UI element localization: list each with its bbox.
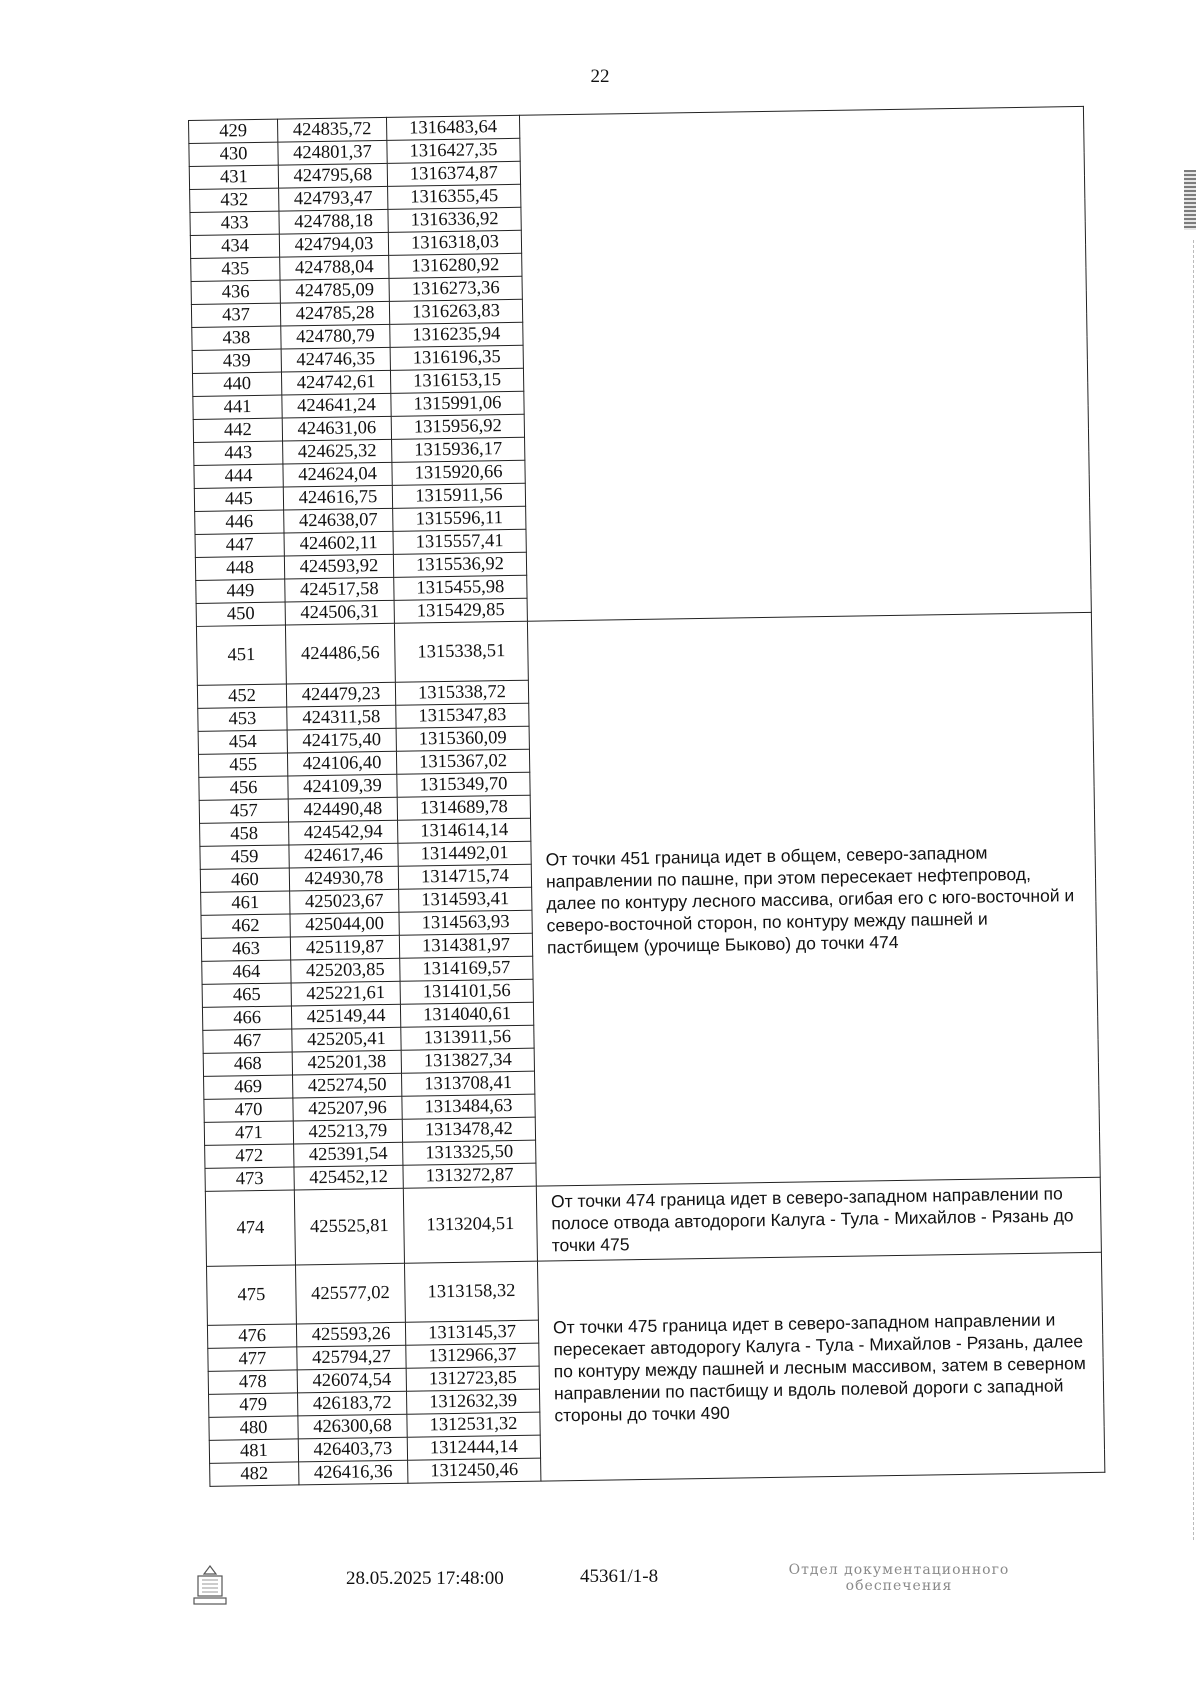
coord-y: 1316355,45 [388, 184, 521, 209]
coord-x: 424788,04 [280, 255, 389, 280]
coord-x: 424631,06 [282, 416, 391, 441]
coord-x: 424602,11 [284, 531, 393, 556]
point-number: 454 [198, 730, 287, 754]
coordinates-table-wrap [188, 106, 1105, 1487]
point-number: 466 [202, 1006, 291, 1030]
coord-y: 1315367,02 [396, 749, 529, 774]
point-number: 435 [191, 257, 280, 281]
coord-y: 1316483,64 [386, 115, 519, 140]
coord-y: 1315920,66 [392, 460, 525, 485]
point-number: 442 [193, 418, 282, 442]
coord-x: 425201,38 [292, 1050, 401, 1075]
coord-x: 424542,94 [289, 820, 398, 845]
coord-y: 1314689,78 [397, 795, 530, 820]
coord-x: 425221,61 [291, 981, 400, 1006]
coord-x: 425391,54 [294, 1142, 403, 1167]
coord-x: 424625,32 [283, 439, 392, 464]
point-number: 463 [201, 937, 290, 961]
coord-x: 424506,31 [285, 600, 394, 625]
footer-doc-code: 45361/1-8 [580, 1566, 659, 1587]
point-number: 434 [190, 234, 279, 258]
point-number: 441 [193, 395, 282, 419]
coord-y: 1312966,37 [406, 1343, 539, 1368]
coord-y: 1315936,17 [392, 437, 525, 462]
coord-y: 1316318,03 [388, 230, 521, 255]
coord-x: 424479,23 [286, 682, 395, 707]
page-number: 22 [590, 66, 610, 87]
point-number: 473 [205, 1167, 294, 1191]
coord-x: 424742,61 [281, 370, 390, 395]
coord-y: 1313204,51 [403, 1186, 537, 1263]
coord-x: 424517,58 [285, 577, 394, 602]
coord-y: 1312531,32 [407, 1412, 540, 1437]
coord-x: 424793,47 [279, 186, 388, 211]
point-number: 467 [203, 1029, 292, 1053]
coord-y: 1316336,92 [388, 207, 521, 232]
point-number: 431 [189, 165, 278, 189]
coord-y: 1313478,42 [402, 1117, 535, 1142]
coord-y: 1315536,92 [393, 552, 526, 577]
coord-y: 1315956,92 [391, 414, 524, 439]
coord-y: 1315991,06 [391, 391, 524, 416]
coord-x: 424641,24 [282, 393, 391, 418]
coord-y: 1314715,74 [398, 864, 531, 889]
coord-y: 1315455,98 [394, 575, 527, 600]
coord-y: 1314563,93 [399, 910, 532, 935]
point-number: 460 [200, 868, 289, 892]
coord-x: 424486,56 [285, 623, 395, 684]
point-number: 475 [207, 1265, 297, 1325]
coord-x: 425213,79 [293, 1119, 402, 1144]
point-number: 481 [209, 1439, 298, 1463]
coord-x: 424788,18 [279, 209, 388, 234]
coord-x: 424785,28 [280, 301, 389, 326]
coord-x: 426416,36 [299, 1460, 408, 1485]
coord-y: 1316153,15 [390, 368, 523, 393]
point-number: 443 [194, 441, 283, 465]
coord-y: 1316263,83 [389, 299, 522, 324]
coord-y: 1312450,46 [408, 1458, 541, 1483]
point-number: 462 [201, 914, 290, 938]
coord-x: 424490,48 [288, 797, 397, 822]
coord-y: 1315911,56 [392, 483, 525, 508]
coord-y: 1313272,87 [403, 1163, 536, 1188]
coord-x: 424780,79 [281, 324, 390, 349]
scan-line [1192, 240, 1194, 1540]
coord-x: 424593,92 [284, 554, 393, 579]
coord-y: 1314040,61 [400, 1002, 533, 1027]
coordinates-table [188, 106, 1105, 1487]
coord-y: 1315360,09 [396, 726, 529, 751]
coord-x: 425207,96 [293, 1096, 402, 1121]
point-number: 440 [192, 372, 281, 396]
boundary-description: От точки 474 граница идет в северо-западном направлении по полосе отвода автодороги Калуга - Тула - Михайлов - Рязань до точки 475 [536, 1177, 1101, 1261]
coord-x: 426183,72 [298, 1391, 407, 1416]
point-number: 468 [203, 1052, 292, 1076]
point-number: 438 [192, 326, 281, 350]
coord-x: 424930,78 [289, 866, 398, 891]
point-number: 447 [195, 533, 284, 557]
coord-y: 1315338,72 [395, 680, 528, 705]
point-number: 451 [196, 625, 286, 685]
point-number: 479 [209, 1393, 298, 1417]
point-number: 461 [201, 891, 290, 915]
coord-x: 424616,75 [283, 485, 392, 510]
point-number: 430 [189, 142, 278, 166]
coord-y: 1316273,36 [389, 276, 522, 301]
point-number: 433 [190, 211, 279, 235]
point-number: 429 [189, 119, 278, 143]
coord-y: 1312444,14 [407, 1435, 540, 1460]
point-number: 459 [200, 845, 289, 869]
point-number: 453 [198, 707, 287, 731]
boundary-description: От точки 475 граница идет в северо-западном направлении и пересекает автодорогу Калуга - Тула - Михайлов - Рязань, далее по контуру между пашней и лесным массивом, затем в северном направлении по пастбищу и вдоль полевой дороги с западной стороны до точки 490 [537, 1252, 1104, 1481]
emblem-icon [186, 1562, 234, 1610]
point-number: 480 [209, 1416, 298, 1440]
point-number: 448 [195, 556, 284, 580]
footer-stamp-line1: Отдел документационного [788, 1562, 1010, 1578]
coord-x: 424794,03 [279, 232, 388, 257]
coord-x: 424795,68 [278, 163, 387, 188]
coord-x: 425274,50 [293, 1073, 402, 1098]
coord-y: 1316374,87 [387, 161, 520, 186]
coord-x: 425023,67 [290, 889, 399, 914]
point-number: 464 [202, 960, 291, 984]
coord-x: 424617,46 [289, 843, 398, 868]
coord-y: 1313145,37 [405, 1320, 538, 1345]
scan-marks [1184, 170, 1196, 230]
point-number: 458 [200, 822, 289, 846]
coord-y: 1313158,32 [404, 1261, 538, 1322]
coord-x: 424106,40 [287, 751, 396, 776]
point-number: 437 [191, 303, 280, 327]
coord-x: 425119,87 [290, 935, 399, 960]
coord-x: 424801,37 [278, 140, 387, 165]
point-number: 450 [196, 602, 285, 626]
coord-x: 424175,40 [287, 728, 396, 753]
coord-x: 425205,41 [292, 1027, 401, 1052]
point-number: 482 [210, 1462, 299, 1486]
coord-x: 424638,07 [284, 508, 393, 533]
coord-y: 1315596,11 [393, 506, 526, 531]
table-row [207, 1252, 1103, 1325]
coord-y: 1315338,51 [394, 621, 528, 682]
coord-y: 1314381,97 [399, 933, 532, 958]
coord-y: 1312723,85 [406, 1366, 539, 1391]
point-number: 455 [198, 753, 287, 777]
coord-y: 1314169,57 [400, 956, 533, 981]
coord-y: 1316427,35 [387, 138, 520, 163]
footer-datetime: 28.05.2025 17:48:00 [346, 1568, 504, 1589]
table-row [205, 1177, 1101, 1266]
coord-y: 1313484,63 [402, 1094, 535, 1119]
point-number: 432 [190, 188, 279, 212]
coord-y: 1315557,41 [393, 529, 526, 554]
point-number: 436 [191, 280, 280, 304]
coord-x: 426403,73 [298, 1437, 407, 1462]
point-number: 470 [204, 1098, 293, 1122]
point-number: 472 [205, 1144, 294, 1168]
point-number: 465 [202, 983, 291, 1007]
coord-y: 1316196,35 [390, 345, 523, 370]
point-number: 469 [204, 1075, 293, 1099]
coord-y: 1313827,34 [401, 1048, 534, 1073]
table-row [196, 612, 1092, 685]
coord-y: 1314614,14 [398, 818, 531, 843]
coord-x: 424835,72 [277, 117, 386, 142]
coord-x: 424109,39 [288, 774, 397, 799]
point-number: 456 [199, 776, 288, 800]
coord-x: 425203,85 [291, 958, 400, 983]
point-number: 444 [194, 464, 283, 488]
point-number: 478 [208, 1370, 297, 1394]
point-number: 474 [205, 1190, 295, 1266]
coord-x: 425149,44 [291, 1004, 400, 1029]
coord-x: 425593,26 [296, 1322, 405, 1347]
coord-y: 1314593,41 [399, 887, 532, 912]
point-number: 445 [194, 487, 283, 511]
point-number: 439 [192, 349, 281, 373]
coord-y: 1314492,01 [398, 841, 531, 866]
coord-x: 424311,58 [287, 705, 396, 730]
coord-y: 1313325,50 [403, 1140, 536, 1165]
coord-y: 1313708,41 [401, 1071, 534, 1096]
coord-y: 1315429,85 [394, 598, 527, 623]
coord-x: 425525,81 [294, 1188, 404, 1265]
coord-y: 1313911,56 [401, 1025, 534, 1050]
point-number: 449 [196, 579, 285, 603]
boundary-description [519, 106, 1091, 621]
coord-x: 424624,04 [283, 462, 392, 487]
boundary-description: От точки 451 граница идет в общем, северо-западном направлении по пашне, при этом пересекает нефтепровод, далее по контуру лесного массива, огибая его с юго-восточной и северо-восточной сторон, по контуру между пашней и пастбищем (урочище Быково) до точки 474 [527, 612, 1100, 1186]
footer-stamp [764, 1562, 1034, 1594]
point-number: 477 [208, 1347, 297, 1371]
coord-x: 426300,68 [298, 1414, 407, 1439]
coord-x: 425044,00 [290, 912, 399, 937]
coord-x: 425794,27 [297, 1345, 406, 1370]
coord-y: 1315347,83 [396, 703, 529, 728]
coord-x: 424785,09 [280, 278, 389, 303]
coord-x: 424746,35 [281, 347, 390, 372]
table-row [189, 106, 1084, 143]
coord-x: 426074,54 [297, 1368, 406, 1393]
coord-x: 425577,02 [295, 1263, 405, 1324]
coord-y: 1316235,94 [390, 322, 523, 347]
coord-x: 425452,12 [294, 1165, 403, 1190]
point-number: 446 [195, 510, 284, 534]
point-number: 452 [197, 684, 286, 708]
coordinates-table-body [189, 106, 1105, 1486]
point-number: 457 [199, 799, 288, 823]
point-number: 476 [207, 1324, 296, 1348]
coord-y: 1315349,70 [397, 772, 530, 797]
coord-y: 1312632,39 [406, 1389, 539, 1414]
footer-stamp-line2: обеспечения [845, 1578, 953, 1594]
point-number: 471 [204, 1121, 293, 1145]
coord-y: 1314101,56 [400, 979, 533, 1004]
coord-y: 1316280,92 [389, 253, 522, 278]
